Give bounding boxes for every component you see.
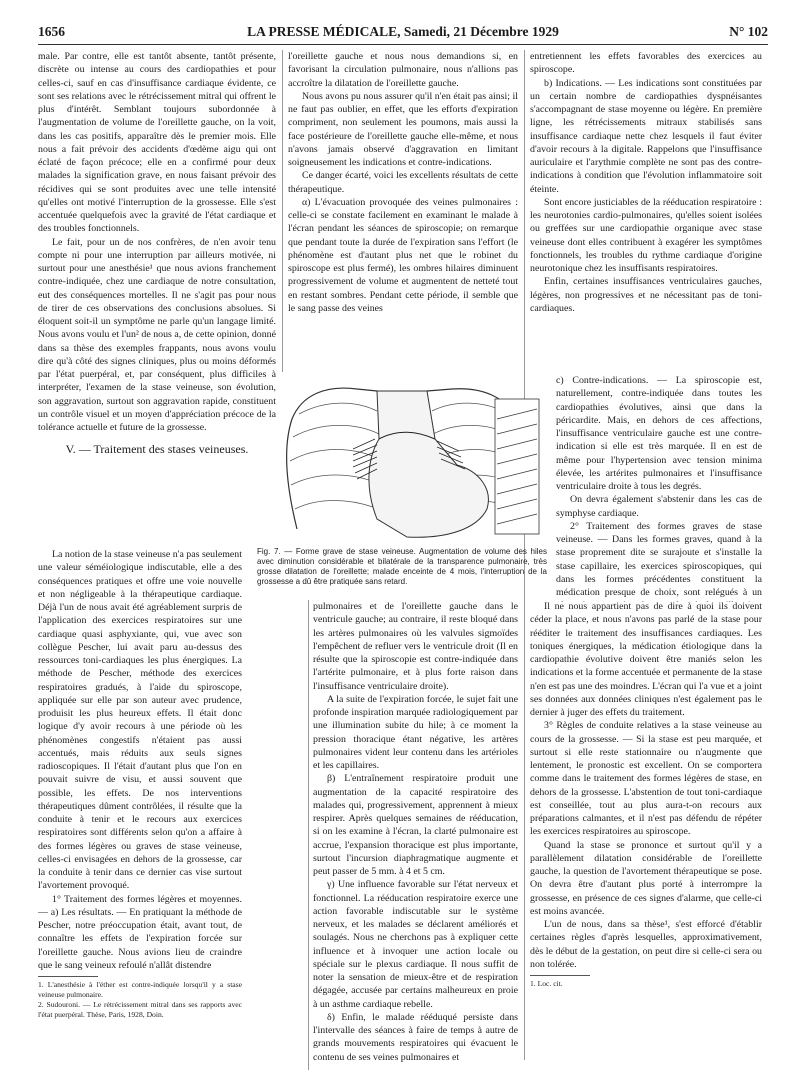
- page-number: 1656: [38, 24, 65, 39]
- journal-title: LA PRESSE MÉDICALE, Samedi, 21 Décembre 1929: [247, 24, 559, 39]
- paragraph: Nous avons pu nous assurer qu'il n'en était pas ainsi; il ne faut pas oublier, en effet, que les efforts d'expiration compriment, non seulement les poumons, mais aussi la face postérieure de l'oreillette gauche elle-même, et nous n'avons jamais observé d'aggravation en limitant soigneusement les indications et contre-indications.: [288, 90, 518, 168]
- footnote: 1. Loc. cit.: [530, 979, 563, 988]
- paragraph: Enfin, certaines insuffisances ventriculaires gauches, légères, non progressives et ne nécessitant pas de toni-cardiaques.: [530, 276, 762, 314]
- column-2-lower: [313, 600, 518, 1070]
- paragraph: Il ne nous appartient pas de dire à quoi ils doivent céder la place, et nous n'avons pas parlé de la stase pour rééditer le traitement des insuffisances cardiaques. Les toniques énergiques, la médication étiologique dans la cardiopathie évolutive doivent être maniés selon les indications et la forme accentuée et permanente de la stase n'en est pas une des moindres. L'écran qui l'a vue et a joint ses données aux données cliniques n'est également pas le dernier à juger des effets du traitement.: [530, 601, 762, 718]
- paragraph: 1° Traitement des formes légères et moyennes. — a) Les résultats. — En pratiquant la méthode de Pescher, notre préoccupation était, avant tout, de connaître les effets de l'expiration forcée sur l'oreillette gauche. Nous avions lieu de craindre que le sang veineux refoulé n'allât distendre: [38, 893, 242, 971]
- paragraph: La notion de la stase veineuse n'a pas seulement une valeur séméiologique indiscutable, elle a des conséquences pratiques et offre une voie nouvelle et non négligeable à la thérapeutique cardiaque. Déjà l'un de nous avait été agréablement surpris de l'application des exercices respiratoires sur une cardiaque quasi asphyxiante, qui, vue avec son collègue Pescher, lui avait paru au-dessus des ressources toni-cardiaques les plus énergiques. La méthode de Pescher, méthode des exercices respiratoires gradués, à l'aide du spiroscope, appliquée sur elle par son auteur avec prudence, produisit les plus heureux effets. Il était donc logique d'y avoir recours à une période où les phénomènes congestifs n'étaient pas aussi accentués, mais réduits aux seuls signes radioscopiques. Il l'était d'autant plus que l'on en pouvait suivre de visu, et aussi souvent que possible, les effets. De nos interventions thérapeutiques dûment contrôlées, il résulte que la conduite à tenir et le recours aux exercices respiratoires sont différents selon qu'on a affaire à des formes légères ou graves de stase veineuse, celles-ci envisagées en dehors de la grossesse, car la conduite à tenir dans ce dernier cas vise surtout l'avortement provoqué.: [38, 549, 242, 892]
- paragraph: Sont encore justiciables de la rééducation respiratoire : les neurotonies cardio-pulmonaires, qu'elles soient isolées ou greffées sur une cardiopathie organique avec stase veineuse dont elles contribuent à exagérer les symptômes fonctionnels, les troubles du rythme cardiaque d'origine neurotonique chez les insuffisants respiratoires.: [530, 196, 762, 274]
- paragraph: b) Indications. — Les indications sont constituées par un certain nombre de cardiopathies dyspnéisantes s'accompagnant de stase moyenne ou légère. En première ligne, les rétrécissements mitraux stabilisés sans insuffisance cardiaque nette chez lesquels il faut éviter d'avoir recours à la digitale. Rappelons que l'insuffisance auriculaire et l'arythmie complète ne sont pas des contre-indications à condition que l'évolution inflammatoire soit éteinte.: [530, 77, 762, 195]
- column-separator: [282, 50, 283, 372]
- paragraph: entretiennent les effets favorables des exercices au spiroscope.: [530, 51, 762, 76]
- paragraph: A la suite de l'expiration forcée, le sujet fait une profonde inspiration marquée radiologiquement par une illumination subite du hile; à ce moment la pression thoracique étant négative, les artères pulmonaires vident leur contenu dans les artérioles et les capillaires.: [313, 693, 518, 771]
- paragraph: Ce danger écarté, voici les excellents résultats de cette thérapeutique.: [288, 170, 518, 195]
- paragraph: On devra également s'abstenir dans les cas de symphyse cardiaque.: [556, 494, 762, 519]
- footnote: 1. L'anesthésie à l'éther est contre-indiquée lorsqu'il y a stase veineuse pulmonaire.: [38, 980, 242, 999]
- paragraph: 2° Traitement des formes graves de stase veineuse. — Dans les formes graves, quand à la stase proprement dite se surajoute et s'installe la stase capillaire, les exercices spiroscopiques, qui dans les formes précédentes constituent la médication presque de choix, sont relégués à un: [556, 520, 762, 598]
- footnote-rule: [530, 975, 590, 976]
- paragraph: male. Par contre, elle est tantôt absente, tantôt présente, discrète ou intense au cours des cardiopathies et pour celles-ci, sauf en cas d'insuffisance cardiaque évidente, ce sont ses relations avec le rétrécissement mitral qui offrent le plus d'intérêt. Semblant toujours subordonnée à l'augmentation de volume de l'oreillette gauche, on la voit, dans les cas positifs, apparaître dès le premier mois. Elle nous a fait prévoir des accidents d'œdème aigu qui ont éclaté de façon précoce; elle en a confirmé pour deux malades la signification grave, en nous faisant prévoir des récidives qui se sont produites avec une telle intensité qu'elles ont motivé l'interruption de la grossesse. Elle s'est accentuée quelquefois avec la gravité de l'état cardiaque et des troubles fonctionnels.: [38, 51, 276, 235]
- issue-number: N° 102: [729, 24, 768, 39]
- paragraph: Le fait, pour un de nos confrères, de n'en avoir tenu compte ni pour une interruption par ailleurs motivée, ni surtout pour une anesthésie¹ que nous avions franchement contre-indiquée, chez une cardiaque de notre consultation, eut des conséquences mortelles. Il ne s'agit pas pour nous de tirer de ces observations des conclusions absolues. Si éloquent soit-il un symptôme ne parle qu'un langage limité. Nous avons voulu et l'un² de nous a, de cette opinion, donné dans sa thèse des exemples frappants, nous avons voulu dire qu'à côté des signes cliniques, plus ou moins déformés par l'état puerpéral, et, par conséquent, plus difficiles à interpréter, l'examen de la stase veineuse, son évolution, son aggravation, surtout son aggravation rapide, constituent un contrôle visuel et un moyen d'appréciation précoce de la tolérance actuelle et future de la grossesse.: [38, 236, 276, 433]
- paragraph: c) Contre-indications. — La spiroscopie est, naturellement, contre-indiquée dans toutes les cardiopathies évolutives, ainsi que dans la péricardite. Mais, en dehors de ces affections, l'insuffisance ventriculaire gauche est une contre-indication si elle est très marquée. Il en est de même pour l'hypertension avec tension minima élevée, les artérites pulmonaires et l'insuffisance ventriculaire droite à tous les degrés.: [556, 375, 762, 492]
- paragraph: α) L'évacuation provoquée des veines pulmonaires : celle-ci se constate facilement en examinant le malade à l'écran pendant les séances de spiroscopie; on remarque que pendant toute la durée de l'expiration sans l'effort (le phénomène est d'autant plus net que le robinet du spiroscope est plus fermé), les ombres hilaires diminuent progressivement de volume et augmentent de netteté tout en restant sombres. Pendant cette période, il semble que le sang passe des veines: [288, 196, 518, 314]
- paragraph: δ) Enfin, le malade rééduqué persiste dans l'intervalle des séances à faire de temps à autre de grands mouvements respiratoires qui évacuent le contenu de ses veines pulmonaires et: [313, 1011, 518, 1063]
- column-1-upper: [38, 50, 276, 510]
- column-3-lower: [530, 600, 762, 1070]
- column-3-middle: [556, 374, 762, 602]
- paragraph: L'un de nous, dans sa thèse¹, s'est efforcé d'établir certaines règles d'après lesquelles, approximativement, dès le début de la gestation, on peut dire si celle-ci sera ou non tolérée.: [530, 919, 762, 970]
- paragraph: l'oreillette gauche et nous nous demandions si, en favorisant la circulation pulmonaire, nous n'allions pas accroître la dilatation de l'oreillette gauche.: [288, 51, 518, 89]
- thorax-radiograph-drawing: [257, 379, 547, 544]
- paragraph: γ) Une influence favorable sur l'état nerveux et fonctionnel. La rééducation respiratoire exerce une action favorable indiscutable sur le système nerveux, et les malades se déclarent améliorés et soulagés. Nous ne cherchons pas à expliquer cette influence et à invoquer une action locale ou spéciale sur le plexus cardiaque. Il nous suffit de noter la sensation de mieux-être et de respiration dégagée, accusée par certains malheureux en proie à un asthme cardiaque rebelle.: [313, 879, 518, 1010]
- column-3-upper: [530, 50, 762, 372]
- column-2-upper: [288, 50, 518, 372]
- section-title: V. — Traitement des stases veineuses.: [65, 442, 249, 457]
- column-separator: [308, 600, 309, 1070]
- paragraph: pulmonaires et de l'oreillette gauche dans le ventricule gauche; au contraire, il reste bloqué dans les artères pulmonaires où les valvules sigmoïdes l'empêchent de refluer vers le ventricule droit (Il en résulte que la spiroscopie est contre-indiquée dans l'artérite pulmonaire, et à plus forte raison dans l'insuffisance ventriculaire droite).: [313, 601, 518, 692]
- figure-7: [257, 379, 547, 544]
- paragraph: β) L'entraînement respiratoire produit une augmentation de la capacité respiratoire des malades qui, progressivement, apprennent à mieux respirer. Après quelques semaines de rééducation, si on les examine à l'écran, la clarté pulmonaire est accrue, l'expansion thoracique est plus importante, surtout l'incursion diaphragmatique augmente et peut passer de 5 mm. à 4 et 5 cm.: [313, 773, 518, 877]
- page-header: [38, 24, 768, 42]
- figure-caption: Fig. 7. — Forme grave de stase veineuse. Augmentation de volume des hiles avec diminution considérable et bilatérale de la transparence pulmonaire, très grosse dilatation de l'oreillette; malade enceinte de 4 mois, l'interruption de la grossesse a dû être pratiquée sans retard.: [257, 547, 547, 586]
- footnote-rule: [38, 976, 98, 977]
- header-rule: [38, 44, 768, 45]
- paragraph: Quand la stase se prononce et surtout qu'il y a parallèlement dilatation considérable de l'oreillette gauche, la question de l'avortement thérapeutique se pose. On devra être d'autant plus porté à interrompre la grossesse, en présence de ces signes d'alarme, que celle-ci est moins avancée.: [530, 839, 762, 917]
- paragraph: 3° Règles de conduite relatives a la stase veineuse au cours de la grossesse. — Si la stase est peu marquée, et surtout si elle reste stationnaire ou n'augmente que lentement, le pronostic est excellent. On se comportera comme dans le traitement des formes légères de stase, en dehors de la grossesse. L'abstention de tout toni-cardiaque est conseillée, tout au plus aura-t-on recours aux préparations calmantes, et il n'est pas défendu de répéter les exercices respiratoires au spiroscope.: [530, 720, 762, 838]
- footnote: 2. Sudouroni. — Le rétrécissement mitral dans ses rapports avec l'état puerpéral. Thèse, Paris, 1928, Doin.: [38, 1000, 242, 1019]
- column-1-lower: [38, 548, 242, 1048]
